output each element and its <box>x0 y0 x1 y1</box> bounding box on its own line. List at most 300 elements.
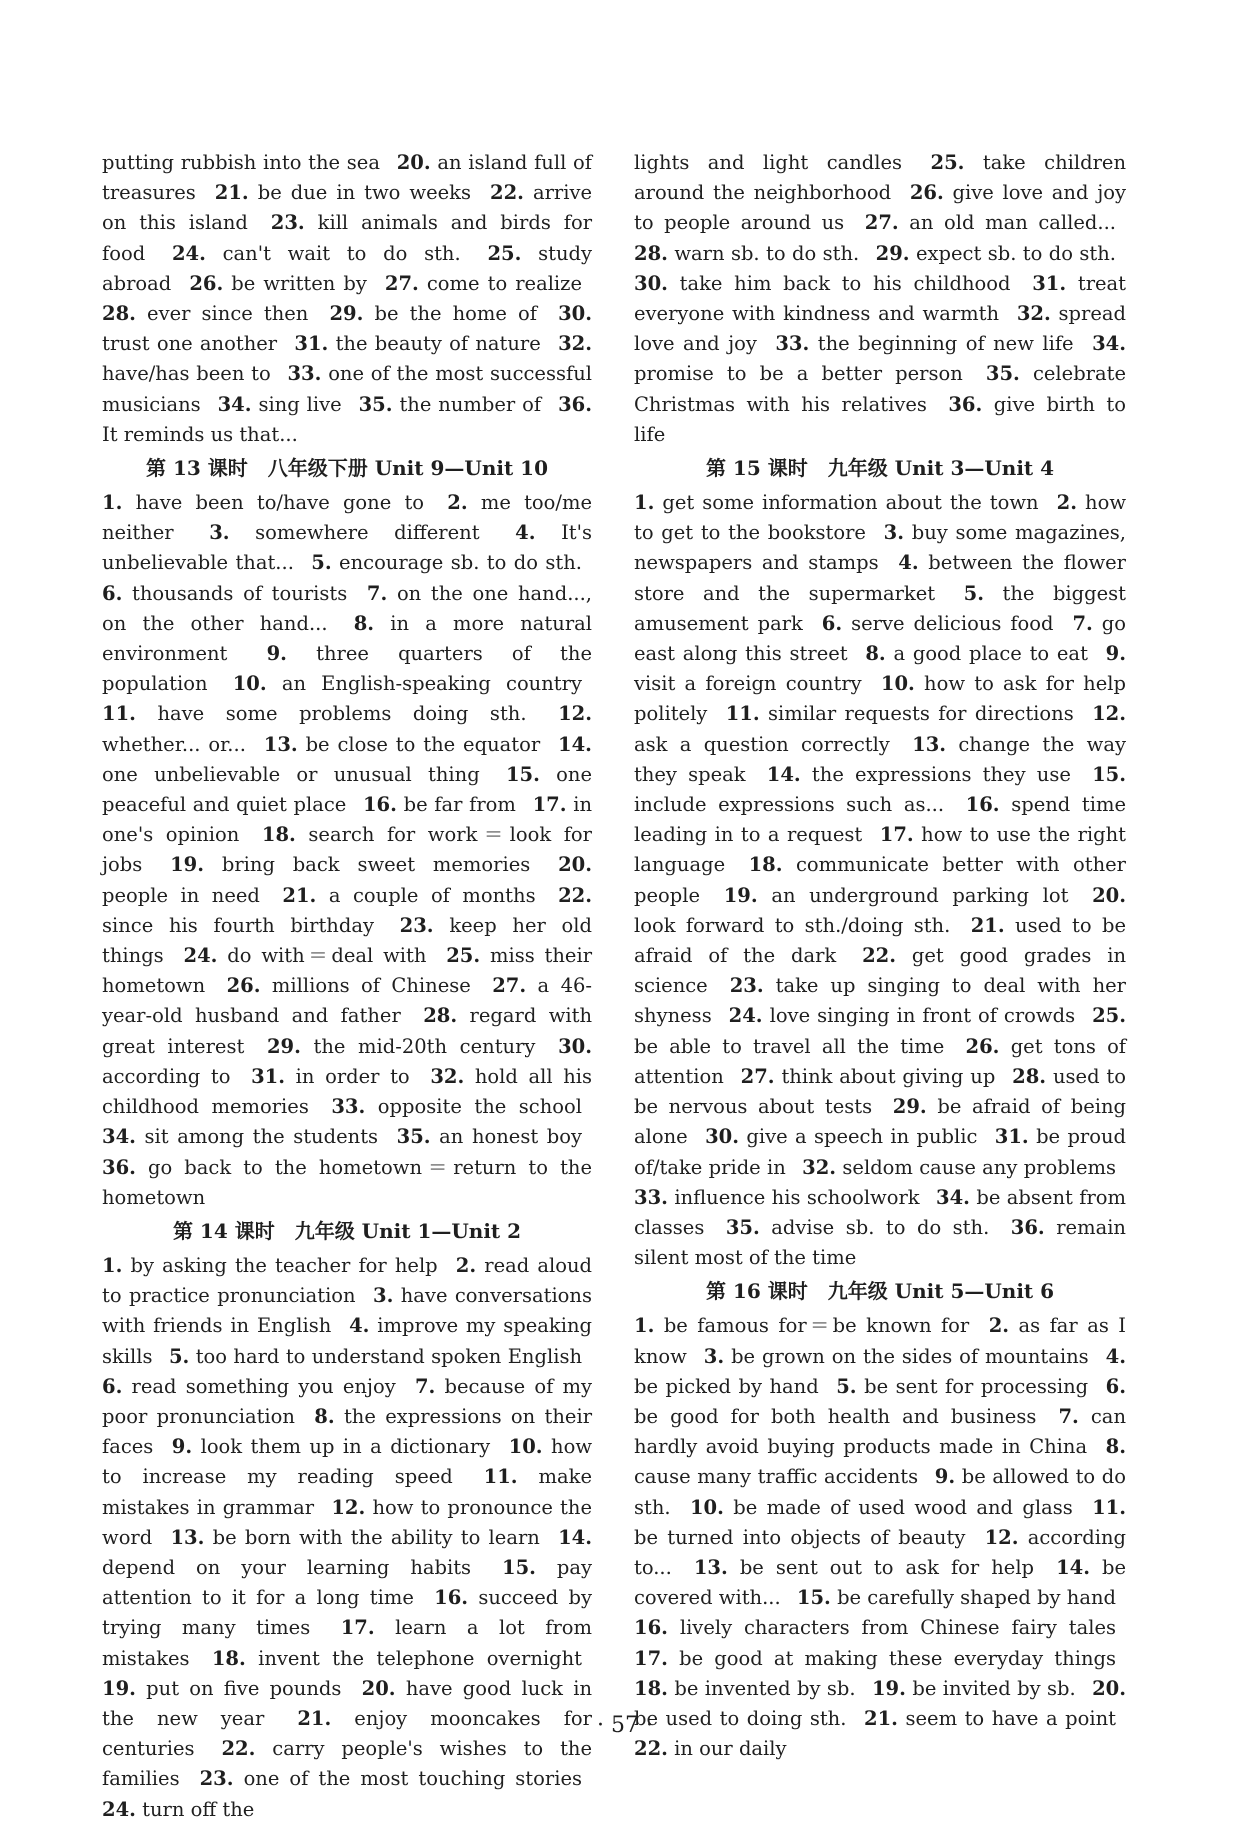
item-number: 32. <box>802 1155 837 1179</box>
item-text: turn off the <box>142 1797 255 1821</box>
item-text: hold all his childhood memories <box>102 1064 593 1119</box>
item-text: be famous for＝be known for <box>663 1314 970 1338</box>
item-text: bring back sweet memories <box>221 853 531 877</box>
item-text: buy some magazines, newspapers and stamps <box>634 521 1127 575</box>
item-text: give love and joy to people around us <box>634 181 1126 235</box>
left-column <box>102 148 592 1825</box>
answer-item <box>865 211 1116 234</box>
answer-item <box>189 272 367 295</box>
item-text: take him back to his childhood <box>679 271 1011 295</box>
item-text: be proud of/take pride in <box>634 1125 1127 1179</box>
item-text: think about giving up <box>781 1064 996 1088</box>
answer-item <box>741 1065 996 1088</box>
item-number: 3. <box>373 1284 394 1308</box>
item-text: the mid-20th century <box>313 1034 536 1058</box>
item-number: 34. <box>1092 332 1126 356</box>
answer-item <box>797 1586 1116 1609</box>
item-number: 30. <box>558 302 593 326</box>
item-text: be invented by sb. <box>674 1676 856 1700</box>
answer-item <box>865 642 1088 665</box>
item-number: 24. <box>728 1004 763 1028</box>
item-number: 21. <box>864 1706 898 1730</box>
item-text: putting rubbish into the sea <box>102 151 380 174</box>
item-text: succeed by trying many times <box>102 1586 593 1640</box>
item-number: 20. <box>396 151 431 174</box>
item-text: kill animals and birds for food <box>102 211 593 265</box>
item-text: a 46-year-old husband and father <box>102 974 592 1028</box>
item-text: too hard to understand spoken English <box>195 1344 583 1368</box>
item-number: 29. <box>329 302 364 326</box>
item-text: be covered with... <box>634 1555 1127 1610</box>
answer-block <box>102 148 592 450</box>
item-number: 26. <box>189 271 224 295</box>
item-text: how to ask for help politely <box>634 672 1126 726</box>
item-number: 27. <box>740 1064 775 1088</box>
item-number: 10. <box>508 1435 543 1459</box>
item-text: pay attention to it for a long time <box>102 1555 592 1610</box>
item-number: 4. <box>1105 1344 1126 1368</box>
answer-item <box>212 1647 582 1670</box>
answer-item <box>311 551 582 574</box>
item-text: put on five pounds <box>146 1676 342 1700</box>
item-number: 19. <box>170 853 205 877</box>
item-text: be able to travel all the time <box>634 1034 945 1058</box>
item-number: 15. <box>796 1586 831 1610</box>
item-text: by asking the teacher for help <box>130 1253 438 1277</box>
item-text: a good place to eat <box>893 642 1088 666</box>
item-number: 1. <box>102 491 123 515</box>
item-text: take children around the neighborhood <box>634 151 1127 205</box>
item-text: in a more natural environment <box>102 611 593 666</box>
item-number: 27. <box>492 974 527 998</box>
item-text: be grown on the sides of mountains <box>731 1344 1089 1368</box>
item-number: 30. <box>558 1034 592 1058</box>
item-number: 13. <box>263 732 298 756</box>
item-number: 24. <box>171 241 206 265</box>
answer-item <box>102 702 527 725</box>
answer-item <box>172 1435 490 1458</box>
item-number: 15. <box>502 1555 536 1579</box>
item-text: invent the telephone overnight <box>258 1646 582 1670</box>
answer-item <box>729 1004 1075 1027</box>
item-text: similar requests for directions <box>768 702 1074 726</box>
item-number: 2. <box>988 1314 1010 1338</box>
item-text: arrive on this island <box>102 181 593 235</box>
item-number: 32. <box>1016 302 1051 326</box>
item-number: 20. <box>1092 883 1127 907</box>
item-text: a couple of months <box>328 883 536 907</box>
item-number: 20. <box>558 853 593 877</box>
item-text: lights and light candles <box>634 151 903 174</box>
item-text: seldom cause any problems <box>842 1155 1116 1179</box>
item-number: 5. <box>168 1344 190 1368</box>
item-text: how to increase my reading speed <box>102 1435 593 1489</box>
item-text: give birth to life <box>634 392 1126 446</box>
item-number: 4. <box>515 521 536 545</box>
item-number: 33. <box>287 362 322 386</box>
item-text: can hardly avoid buying products made in China <box>634 1404 1126 1459</box>
item-number: 6. <box>1105 1374 1126 1398</box>
item-text: an underground parking lot <box>771 883 1069 907</box>
item-text: as far as I know <box>634 1314 1126 1368</box>
item-number: 34. <box>936 1185 970 1209</box>
item-number: 23. <box>399 913 434 937</box>
item-number: 18. <box>634 1676 668 1700</box>
item-number: 6. <box>821 611 843 635</box>
item-number: 12. <box>558 702 593 726</box>
item-text: change the way they speak <box>634 732 1126 786</box>
answer-item <box>233 672 582 695</box>
item-text: give a speech in public <box>746 1125 978 1149</box>
item-number: 3. <box>209 521 230 545</box>
item-text: be due in two weeks <box>257 181 472 205</box>
item-text: improve my speaking skills <box>102 1314 593 1368</box>
answer-item <box>836 1375 1088 1398</box>
answer-item <box>397 1125 582 1148</box>
item-number: 13. <box>693 1555 728 1579</box>
answer-item <box>634 1186 920 1209</box>
item-number: 2. <box>447 491 468 515</box>
item-number: 8. <box>1105 1435 1126 1459</box>
item-number: 19. <box>871 1676 906 1700</box>
item-text: It's unbelievable that... <box>102 521 592 575</box>
section-heading: 第 15 课时 九年级 Unit 3—Unit 4 <box>705 456 1055 481</box>
item-number: 28. <box>423 1004 458 1028</box>
answer-block <box>634 488 1126 1273</box>
item-text: according to... <box>634 1525 1127 1579</box>
answer-item <box>294 332 540 355</box>
item-number: 32. <box>430 1064 465 1088</box>
item-text: expect sb. to do sth. <box>915 241 1116 265</box>
answer-block <box>102 488 592 1213</box>
item-text: used to be nervous about tests <box>634 1064 1126 1119</box>
item-text: go east along this street <box>634 611 1126 666</box>
item-number: 23. <box>270 211 305 235</box>
answer-item <box>218 393 342 416</box>
item-text: the beginning of new life <box>817 332 1074 356</box>
item-number: 28. <box>102 302 136 326</box>
answer-item <box>102 1375 396 1398</box>
item-text: come to realize <box>426 271 582 295</box>
item-text: serve delicious food <box>851 611 1054 635</box>
item-text: the biggest amusement park <box>634 581 1127 635</box>
item-number: 32. <box>558 332 592 356</box>
item-text: search for work＝look for jobs <box>102 823 592 877</box>
item-text: be absent from classes <box>634 1185 1127 1239</box>
item-text: encourage sb. to do sth. <box>339 551 582 575</box>
item-text: remain silent most of the time <box>634 1215 1126 1270</box>
answer-item <box>634 491 1039 514</box>
item-number: 7. <box>414 1374 436 1398</box>
item-number: 29. <box>266 1034 301 1058</box>
item-text: learn a lot from mistakes <box>102 1616 593 1670</box>
answer-item <box>694 1556 1034 1579</box>
item-number: 36. <box>948 392 983 416</box>
answer-item <box>102 1677 341 1700</box>
item-text: cause many traffic accidents <box>634 1465 919 1489</box>
item-number: 34. <box>102 1125 136 1149</box>
item-text: in order to <box>295 1064 410 1088</box>
item-number: 36. <box>102 1155 136 1179</box>
item-number: 24. <box>183 944 218 968</box>
item-text: have been to/have gone to <box>135 491 425 515</box>
item-text: have conversations with friends in English <box>102 1284 592 1338</box>
answer-item <box>634 1314 969 1337</box>
item-text: be used to doing sth. <box>634 1706 847 1730</box>
answer-item <box>267 1035 536 1058</box>
item-text: read aloud to practice pronunciation <box>102 1253 593 1308</box>
item-text: do with＝deal with <box>227 944 427 968</box>
answer-item <box>329 302 537 325</box>
item-number: 12. <box>1092 702 1127 726</box>
item-number: 18. <box>261 823 296 847</box>
answer-item <box>634 1737 787 1760</box>
item-number: 16. <box>634 1616 668 1640</box>
item-text: read something you enjoy <box>131 1374 396 1398</box>
item-number: 25. <box>487 241 522 265</box>
item-text: be the home of <box>374 302 537 326</box>
answer-item <box>215 181 471 204</box>
answer-item <box>170 853 530 876</box>
answer-item <box>724 884 1069 907</box>
item-number: 29. <box>892 1095 927 1119</box>
item-text: take up singing to deal with her shyness <box>634 974 1126 1028</box>
right-column <box>634 148 1126 1764</box>
item-number: 4. <box>349 1314 370 1338</box>
item-text: according to <box>102 1064 231 1088</box>
item-text: used to be afraid of the dark <box>634 913 1127 968</box>
item-number: 35. <box>985 362 1020 386</box>
item-text: an English-speaking country <box>281 672 582 696</box>
item-number: 5. <box>311 551 332 575</box>
item-number: 9. <box>171 1435 193 1459</box>
page-number: · 57 · <box>597 1713 653 1738</box>
item-text: spend time leading in to a request <box>634 793 1126 847</box>
answer-item <box>876 242 1116 265</box>
item-number: 29. <box>875 241 910 265</box>
item-number: 4. <box>898 551 919 575</box>
item-number: 5. <box>963 581 984 605</box>
answer-item <box>363 793 516 816</box>
answer-block <box>102 1251 592 1825</box>
item-number: 14. <box>558 732 592 756</box>
item-text: an island full of treasures <box>102 151 593 205</box>
item-number: 8. <box>314 1404 335 1428</box>
item-text: get tons of attention <box>634 1034 1127 1088</box>
item-text: treat everyone with kindness and warmth <box>634 271 1127 326</box>
item-text: go back to the hometown＝return to the hometown <box>102 1155 593 1209</box>
item-text: sing live <box>258 392 342 416</box>
item-text: one peaceful and quiet place <box>102 762 592 817</box>
item-number: 18. <box>211 1646 246 1670</box>
item-text: celebrate Christmas with his relatives <box>634 362 1126 416</box>
item-number: 10. <box>689 1495 724 1519</box>
answer-item <box>251 1065 410 1088</box>
answer-item <box>102 1254 438 1277</box>
item-text: regard with great interest <box>102 1004 593 1058</box>
item-number: 10. <box>232 672 267 696</box>
answer-item <box>385 272 582 295</box>
item-text: whether... or... <box>102 732 246 756</box>
item-text: be written by <box>231 271 367 295</box>
answer-item <box>184 944 427 967</box>
section-heading: 第 16 课时 九年级 Unit 5—Unit 6 <box>705 1279 1055 1304</box>
item-text: be close to the equator <box>305 732 541 756</box>
item-number: 7. <box>366 581 388 605</box>
item-text: the number of <box>399 392 542 416</box>
item-text: get good grades in science <box>634 944 1126 998</box>
item-text: me too/me neither <box>102 491 593 545</box>
item-number: 22. <box>558 883 593 907</box>
item-text: ever since then <box>147 302 309 326</box>
item-text: look them up in a dictionary <box>200 1435 491 1459</box>
item-number: 31. <box>294 332 329 356</box>
item-number: 25. <box>930 151 965 174</box>
item-number: 25. <box>1092 1004 1126 1028</box>
item-text: keep her old things <box>102 913 592 968</box>
answer-item <box>102 1156 592 1209</box>
answer-item <box>704 1345 1089 1368</box>
item-text: be invited by sb. <box>912 1676 1076 1700</box>
item-text: somewhere different <box>255 521 480 545</box>
item-text: be afraid of being alone <box>634 1095 1127 1149</box>
section-heading: 第 13 课时 八年级下册 Unit 9—Unit 10 <box>145 456 549 481</box>
item-number: 26. <box>909 181 944 205</box>
item-number: 27. <box>864 211 899 235</box>
item-number: 34. <box>217 392 252 416</box>
item-number: 31. <box>251 1064 286 1088</box>
item-number: 6. <box>102 581 123 605</box>
item-number: 13. <box>170 1525 205 1549</box>
item-number: 1. <box>634 491 655 515</box>
item-text: communicate better with other people <box>634 853 1127 907</box>
item-number: 36. <box>558 392 592 416</box>
item-text: miss their hometown <box>102 944 593 998</box>
item-number: 33. <box>331 1095 366 1119</box>
item-number: 18. <box>748 853 783 877</box>
item-number: 9. <box>266 642 287 666</box>
item-text: how to get to the bookstore <box>634 491 1127 545</box>
item-number: 23. <box>729 974 764 998</box>
item-text: have/has been to <box>102 362 271 386</box>
item-number: 15. <box>505 762 540 786</box>
item-number: 14. <box>766 762 801 786</box>
item-text: have some problems doing sth. <box>157 702 527 726</box>
item-number: 9. <box>934 1465 956 1489</box>
item-number: 20. <box>1092 1676 1127 1700</box>
answer-item <box>634 1616 1116 1639</box>
item-number: 14. <box>558 1525 592 1549</box>
item-number: 13. <box>912 732 947 756</box>
item-text: depend on your learning habits <box>102 1555 472 1579</box>
item-text: since his fourth birthday <box>102 913 374 937</box>
item-text: be carefully shaped by hand <box>837 1586 1117 1610</box>
item-number: 16. <box>965 793 1000 817</box>
item-text: get some information about the town <box>662 491 1039 515</box>
answer-item <box>227 974 471 997</box>
item-text: study abroad <box>102 241 593 295</box>
answer-block <box>634 1311 1126 1764</box>
section-heading: 第 14 课时 九年级 Unit 1—Unit 2 <box>172 1218 522 1243</box>
item-text: have good luck in the new year <box>102 1676 593 1730</box>
item-text: be far from <box>403 793 516 817</box>
answer-item <box>726 1216 989 1239</box>
item-number: 27. <box>384 271 419 295</box>
item-text: warn sb. to do sth. <box>674 241 860 265</box>
item-number: 35. <box>358 392 393 416</box>
answer-item <box>102 151 380 174</box>
item-text: thousands of tourists <box>132 581 348 605</box>
item-number: 26. <box>965 1034 1000 1058</box>
item-text: between the flower store and the supermarket <box>634 551 1126 605</box>
item-number: 35. <box>396 1125 431 1149</box>
item-number: 21. <box>297 1706 332 1730</box>
item-text: opposite the school <box>377 1095 583 1119</box>
answer-item <box>359 393 542 416</box>
item-text: because of my poor pronunciation <box>102 1374 592 1428</box>
item-number: 31. <box>994 1125 1029 1149</box>
answer-item <box>102 491 424 514</box>
item-number: 7. <box>1072 611 1093 635</box>
item-number: 11. <box>725 702 760 726</box>
item-number: 9. <box>1105 642 1127 666</box>
item-number: 24. <box>102 1797 136 1821</box>
answer-item <box>767 763 1071 786</box>
answer-item <box>102 1798 254 1821</box>
item-text: people in need <box>102 883 260 907</box>
item-text: be turned into objects of beauty <box>634 1525 966 1549</box>
item-number: 16. <box>434 1586 469 1610</box>
item-text: one unbelievable or unusual thing <box>102 762 480 786</box>
item-number: 36. <box>1010 1215 1045 1239</box>
answer-item <box>690 1496 1073 1519</box>
item-number: 1. <box>634 1314 655 1338</box>
answer-item <box>331 1095 582 1118</box>
item-number: 28. <box>634 241 668 265</box>
answer-item <box>170 1526 539 1549</box>
item-number: 2. <box>455 1253 477 1277</box>
answer-item <box>705 1125 977 1148</box>
item-text: how to use the right language <box>634 823 1127 877</box>
item-text: three quarters of the population <box>102 642 592 696</box>
item-number: 17. <box>532 793 567 817</box>
item-text: be born with the ability to learn <box>212 1525 540 1549</box>
item-number: 3. <box>703 1344 725 1368</box>
answer-item <box>282 884 535 907</box>
item-text: spread love and joy <box>634 302 1126 356</box>
item-number: 11. <box>1092 1495 1127 1519</box>
item-number: 2. <box>1056 491 1077 515</box>
item-number: 19. <box>102 1676 136 1700</box>
item-number: 17. <box>879 823 914 847</box>
item-text: visit a foreign country <box>634 672 862 696</box>
item-text: be allowed to do sth. <box>634 1465 1126 1519</box>
item-text: look forward to sth./doing sth. <box>634 913 951 937</box>
item-text: carry people's wishes to the families <box>102 1737 593 1791</box>
item-number: 22. <box>490 181 524 205</box>
answer-item <box>634 242 859 265</box>
answer-item <box>172 242 461 265</box>
answer-item <box>264 733 540 756</box>
answer-item <box>102 1125 378 1148</box>
item-number: 21. <box>970 913 1005 937</box>
item-number: 30. <box>634 271 668 295</box>
item-number: 15. <box>1092 762 1127 786</box>
item-number: 33. <box>775 332 810 356</box>
item-number: 26. <box>226 974 261 998</box>
answer-item <box>726 702 1074 725</box>
answer-item <box>872 1677 1076 1700</box>
